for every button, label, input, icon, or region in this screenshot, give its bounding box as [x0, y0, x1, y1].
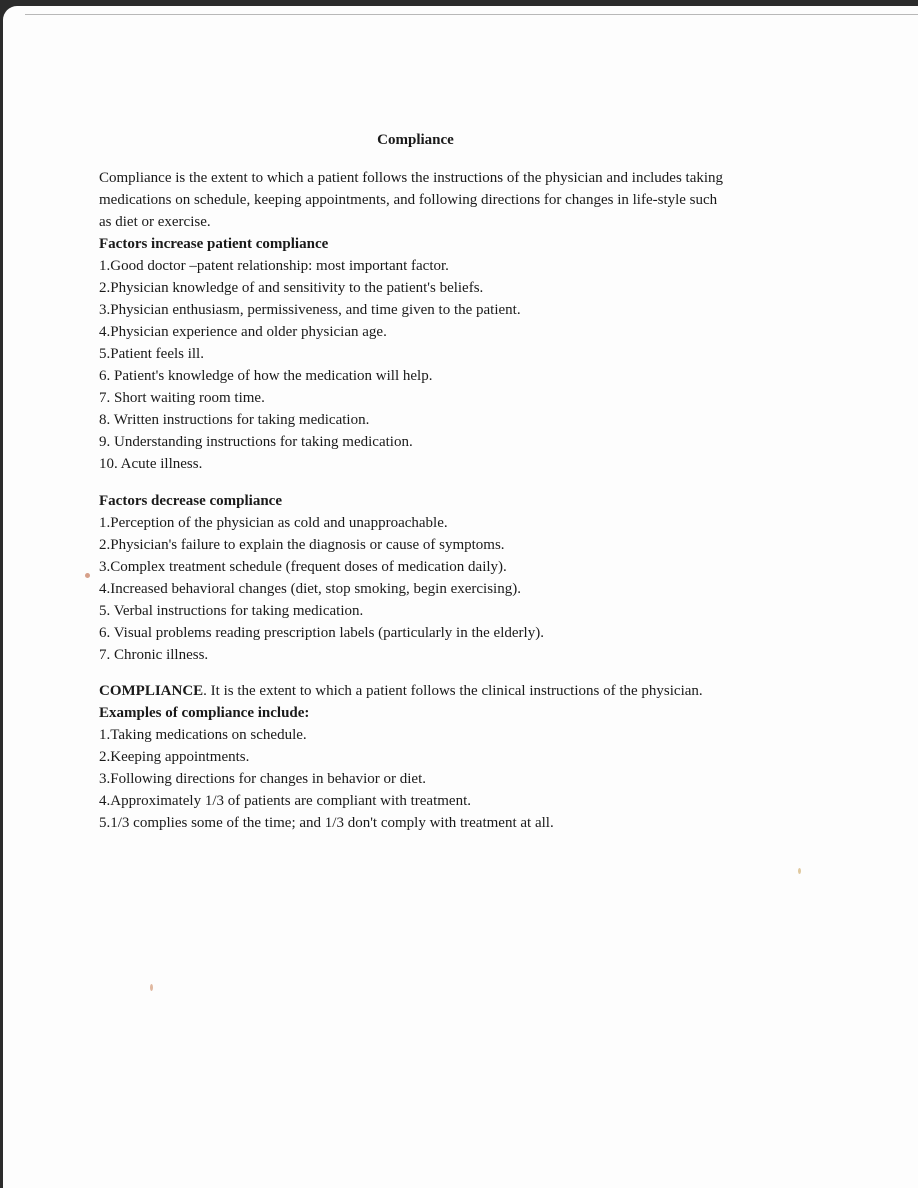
list-item: 4.Approximately 1/3 of patients are compliant with treatment. — [99, 793, 471, 809]
list-item: 6. Visual problems reading prescription labels (particularly in the elderly). — [99, 625, 544, 641]
scan-speck — [150, 984, 153, 991]
compliance-text: . It is the extent to which a patient follows the clinical instructions of the physician. — [203, 683, 703, 699]
compliance-term: COMPLIANCE — [99, 683, 204, 699]
list-item: 1.Perception of the physician as cold and unapproachable. — [99, 515, 448, 531]
list-item: 6. Patient's knowledge of how the medication will help. — [99, 368, 433, 384]
examples-list — [99, 724, 729, 834]
list-item: 9. Understanding instructions for taking medication. — [99, 434, 413, 450]
list-item: 3.Complex treatment schedule (frequent doses of medication daily). — [99, 559, 507, 575]
decrease-list — [99, 512, 729, 666]
list-item: 3.Physician enthusiasm, permissiveness, and time given to the patient. — [99, 302, 521, 318]
list-item: 4.Physician experience and older physician age. — [99, 324, 387, 340]
document-page — [3, 6, 918, 1188]
list-item: 2.Physician knowledge of and sensitivity to the patient's beliefs. — [99, 280, 484, 296]
list-item: 8. Written instructions for taking medication. — [99, 412, 370, 428]
list-item: 1.Good doctor –patent relationship: most important factor. — [99, 258, 449, 274]
increase-list — [99, 255, 729, 475]
increase-heading: Factors increase patient compliance — [99, 236, 329, 252]
list-item: 4.Increased behavioral changes (diet, stop smoking, begin exercising). — [99, 581, 521, 597]
list-item: 10. Acute illness. — [99, 456, 203, 472]
scan-speck — [798, 868, 801, 874]
list-item: 7. Chronic illness. — [99, 647, 209, 663]
document-title: Compliance — [377, 132, 454, 148]
decrease-heading: Factors decrease compliance — [99, 493, 282, 509]
list-item: 5.Patient feels ill. — [99, 346, 204, 362]
list-item: 1.Taking medications on schedule. — [99, 727, 307, 743]
scan-speck — [85, 573, 90, 578]
list-item: 7. Short waiting room time. — [99, 390, 265, 406]
list-item: 5.1/3 complies some of the time; and 1/3 don't comply with treatment at all. — [99, 815, 554, 831]
list-item: 3.Following directions for changes in behavior or diet. — [99, 771, 427, 787]
list-item: 2.Physician's failure to explain the diagnosis or cause of symptoms. — [99, 537, 505, 553]
compliance-definition — [99, 680, 729, 724]
scan-edge-line — [25, 14, 918, 15]
list-item: 5. Verbal instructions for taking medication. — [99, 603, 364, 619]
examples-heading: Examples of compliance include: — [99, 705, 310, 721]
list-item: 2.Keeping appointments. — [99, 749, 250, 765]
document-body — [99, 167, 729, 834]
intro-paragraph: Compliance is the extent to which a patient follows the instructions of the physician and includes taking medications on schedule, keeping appointments, and following directions for changes in life-style such as diet or exercise. — [99, 170, 724, 230]
